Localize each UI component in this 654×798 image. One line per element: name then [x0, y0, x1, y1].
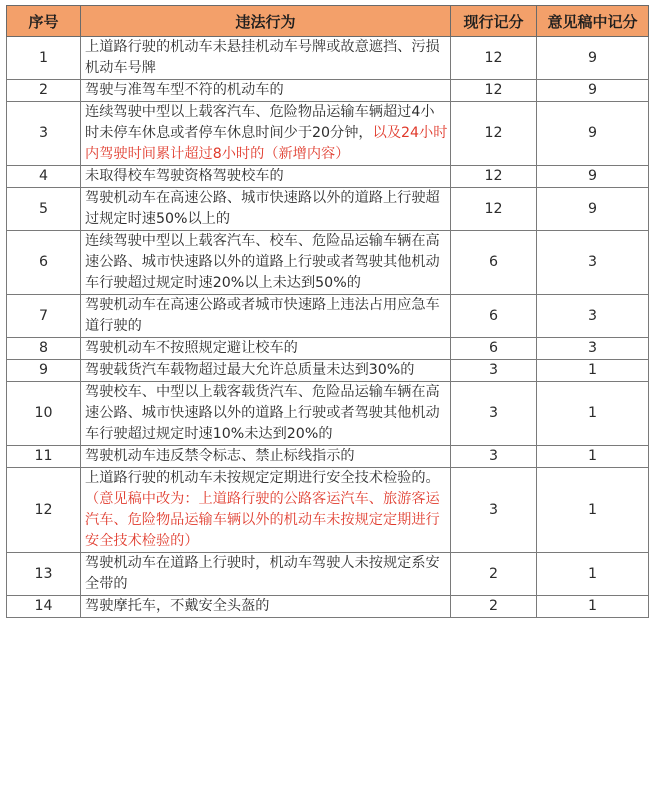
row-draft-points: 1	[537, 446, 649, 468]
row-draft-points: 9	[537, 188, 649, 231]
row-current-points: 6	[451, 295, 537, 338]
row-current-points: 12	[451, 37, 537, 80]
row-current-points: 12	[451, 80, 537, 102]
header-seq: 序号	[7, 6, 81, 37]
row-violation	[81, 37, 451, 80]
header-current-points: 现行记分	[451, 6, 537, 37]
row-violation	[81, 102, 451, 166]
violation-text: 驾驶与准驾车型不符的机动车的	[85, 82, 284, 98]
violation-text: 连续驾驶中型以上载客汽车、校车、危险品运输车辆在高速公路、城市快速路以外的道路上行驶或者驾驶其他机动车行驶超过规定时速20%以上未达到50%的	[85, 233, 440, 291]
row-violation	[81, 295, 451, 338]
row-draft-points: 3	[537, 295, 649, 338]
row-seq: 7	[7, 295, 81, 338]
row-current-points: 3	[451, 382, 537, 446]
row-draft-points: 9	[537, 166, 649, 188]
table-row	[7, 295, 649, 338]
row-current-points: 2	[451, 553, 537, 596]
row-draft-points: 1	[537, 553, 649, 596]
row-violation	[81, 446, 451, 468]
row-current-points: 3	[451, 468, 537, 553]
row-violation	[81, 468, 451, 553]
violation-text: 驾驶机动车在高速公路或者城市快速路上违法占用应急车道行驶的	[85, 297, 440, 334]
row-current-points: 12	[451, 188, 537, 231]
row-violation	[81, 382, 451, 446]
row-draft-points: 3	[537, 338, 649, 360]
row-draft-points: 1	[537, 360, 649, 382]
header-draft-points: 意见稿中记分	[537, 6, 649, 37]
row-draft-points: 1	[537, 596, 649, 618]
row-violation	[81, 338, 451, 360]
row-seq: 6	[7, 231, 81, 295]
table-row	[7, 338, 649, 360]
table-row	[7, 231, 649, 295]
row-current-points: 6	[451, 338, 537, 360]
violation-text: 驾驶机动车在道路上行驶时，机动车驾驶人未按规定系安全带的	[85, 555, 440, 592]
violation-text: 驾驶机动车不按照规定避让校车的	[85, 340, 298, 356]
row-violation	[81, 188, 451, 231]
violation-text: 上道路行驶的机动车未按规定定期进行安全技术检验的。	[85, 470, 440, 486]
table-row	[7, 188, 649, 231]
row-draft-points: 9	[537, 37, 649, 80]
row-violation	[81, 166, 451, 188]
table-row	[7, 166, 649, 188]
row-current-points: 3	[451, 360, 537, 382]
row-violation	[81, 80, 451, 102]
row-seq: 3	[7, 102, 81, 166]
header-violation: 违法行为	[81, 6, 451, 37]
row-draft-points: 1	[537, 382, 649, 446]
violation-text: 驾驶机动车在高速公路、城市快速路以外的道路上行驶超过规定时速50%以上的	[85, 190, 440, 227]
row-seq: 9	[7, 360, 81, 382]
row-violation	[81, 231, 451, 295]
violation-text: 驾驶机动车违反禁令标志、禁止标线指示的	[85, 448, 355, 464]
row-violation	[81, 596, 451, 618]
row-current-points: 12	[451, 166, 537, 188]
row-seq: 12	[7, 468, 81, 553]
table-row	[7, 446, 649, 468]
row-current-points: 6	[451, 231, 537, 295]
violation-points-table	[6, 5, 649, 618]
row-seq: 4	[7, 166, 81, 188]
row-violation	[81, 360, 451, 382]
violation-text: 未取得校车驾驶资格驾驶校车的	[85, 168, 284, 184]
table-row	[7, 596, 649, 618]
row-seq: 1	[7, 37, 81, 80]
table-row	[7, 382, 649, 446]
violation-text: 驾驶摩托车，不戴安全头盔的	[85, 598, 270, 614]
row-seq: 13	[7, 553, 81, 596]
table-row	[7, 80, 649, 102]
revision-note: （意见稿中改为：上道路行驶的公路客运汽车、旅游客运汽车、危险物品运输车辆以外的机动车未按规定定期进行安全技术检验的）	[85, 491, 440, 549]
table-header-row	[7, 6, 649, 37]
new-content-note: 以及24小时内驾驶时间累计超过8小时的（新增内容）	[85, 125, 448, 162]
row-draft-points: 1	[537, 468, 649, 553]
violation-text: 驾驶载货汽车载物超过最大允许总质量未达到30%的	[85, 362, 415, 378]
table-row	[7, 553, 649, 596]
violation-text: 驾驶校车、中型以上载客载货汽车、危险品运输车辆在高速公路、城市快速路以外的道路上行驶或者驾驶其他机动车行驶超过规定时速10%未达到20%的	[85, 384, 440, 442]
row-seq: 5	[7, 188, 81, 231]
table-row	[7, 37, 649, 80]
row-current-points: 2	[451, 596, 537, 618]
row-seq: 8	[7, 338, 81, 360]
row-seq: 2	[7, 80, 81, 102]
table-row	[7, 468, 649, 553]
row-draft-points: 3	[537, 231, 649, 295]
row-draft-points: 9	[537, 102, 649, 166]
row-seq: 10	[7, 382, 81, 446]
table-row	[7, 360, 649, 382]
table-row	[7, 102, 649, 166]
row-seq: 11	[7, 446, 81, 468]
row-current-points: 12	[451, 102, 537, 166]
violation-text: 上道路行驶的机动车未悬挂机动车号牌或故意遮挡、污损机动车号牌	[85, 39, 440, 76]
row-draft-points: 9	[537, 80, 649, 102]
row-violation	[81, 553, 451, 596]
violation-text: 连续驾驶中型以上载客汽车、危险物品运输车辆超过4小时未停车休息或者停车休息时间少于20分钟，	[85, 104, 435, 141]
row-seq: 14	[7, 596, 81, 618]
row-current-points: 3	[451, 446, 537, 468]
